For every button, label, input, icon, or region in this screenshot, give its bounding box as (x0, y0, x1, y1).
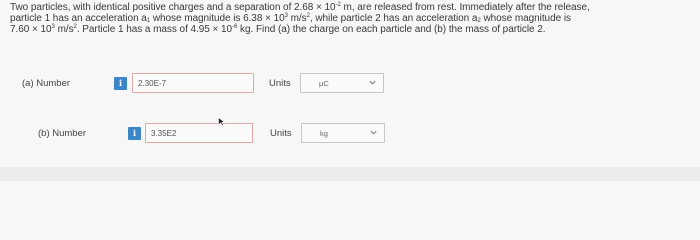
question-text-segment: , while particle 2 has an acceleration a (309, 13, 478, 25)
part-b-units-select[interactable] (301, 123, 385, 143)
exponent: -2 (335, 2, 341, 8)
exponent: 2 (73, 24, 77, 31)
question-text-segment: whose magnitude is (480, 13, 571, 25)
question-line-1 (10, 2, 694, 13)
exponent: -6 (232, 24, 238, 31)
subscript: 2 (477, 18, 481, 25)
info-icon[interactable]: i (114, 77, 127, 90)
info-icon[interactable]: i (128, 127, 141, 140)
question-text-segment: m/s (54, 24, 74, 36)
mouse-pointer-icon (218, 117, 225, 126)
subscript: 1 (146, 18, 151, 25)
part-b-number-label: (b) Number (38, 128, 87, 139)
part-a-units-label: Units (269, 78, 291, 89)
part-a-units-value: μC (319, 79, 329, 88)
chevron-down-icon (369, 128, 378, 137)
question-text-segment: m/s (287, 13, 307, 25)
question-text-segment: whose magnitude is 6.38 × 10 (150, 13, 285, 25)
question-text-segment: m, are released from rest. Immediately after the release, (340, 2, 590, 13)
part-a-number-input[interactable] (132, 73, 254, 93)
question-line-2 (10, 13, 694, 24)
exponent: 2 (306, 13, 310, 20)
answer-row-a (0, 73, 700, 97)
question-text-segment: . Particle 1 has a mass of 4.95 × 10 (76, 24, 233, 36)
part-b-number-input[interactable] (145, 123, 253, 143)
part-b-units-value: kg (320, 129, 328, 138)
page-bottom-band (0, 167, 700, 181)
part-a-units-select[interactable] (300, 73, 384, 93)
question-text-segment: kg. Find (a) the charge on each particle and (b) the mass of particle 2. (237, 24, 546, 36)
question-text (10, 2, 694, 36)
answer-row-b (0, 123, 700, 147)
exponent: 3 (51, 24, 55, 31)
part-b-units-label: Units (270, 128, 292, 139)
question-line-3 (10, 24, 694, 35)
chevron-down-icon (368, 78, 377, 87)
question-text-segment: particle 1 has an acceleration a (10, 13, 147, 25)
exponent: 3 (284, 13, 288, 20)
question-text-segment: Two particles, with identical positive charges and a separation of 2.68 × 10 (10, 2, 336, 13)
question-text-segment: 7.60 × 10 (10, 24, 52, 36)
part-a-number-label: (a) Number (22, 78, 71, 89)
